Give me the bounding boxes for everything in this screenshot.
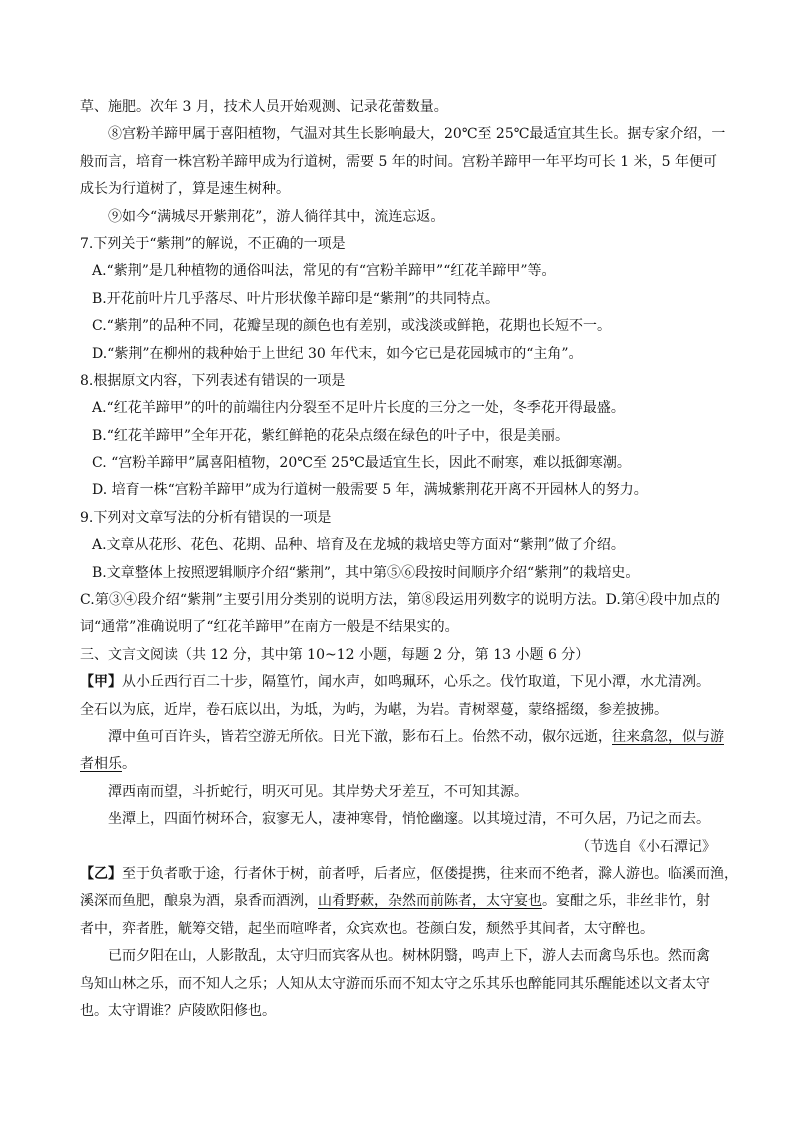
question-9-option-a: A.文章从花形、花色、花期、品种、培育及在龙城的栽培史等方面对“紫荆”做了介绍。 <box>92 537 625 554</box>
question-8-stem: 8.根据原文内容，下列表述有错误的一项是 <box>80 372 346 389</box>
passage-jia-text-1: 从小丘西行百二十步，隔篁竹，闻水声，如鸣珮环，心乐之。伐竹取道，下见小潭，水尤清冽。 <box>122 674 710 691</box>
passage-yi-p2-line-1: 已而夕阳在山，人影散乱，太守归而宾客从也。树林阴翳，鸣声上下，游人去而禽鸟乐也。然而禽 <box>108 948 710 965</box>
passage-jia-label: 【甲】 <box>80 674 122 691</box>
passage-yi-underlined: 山肴野蔌，杂然而前陈者，太守宴也 <box>318 893 542 910</box>
question-7-option-c: C.“紫荆”的品种不同，花瓣呈现的颜色也有差别，或浅淡或鲜艳，花期也长短不一。 <box>92 318 611 335</box>
paragraph-8-line-3: 成长为行道树了，算是速生树种。 <box>80 181 290 198</box>
paragraph-9: ⑨如今“满城尽开紫荆花”，游人徜徉其中，流连忘返。 <box>108 208 445 225</box>
passage-yi-line-2-plain: 溪深而鱼肥，酿泉为酒，泉香而酒洌， <box>80 893 318 910</box>
paragraph-8-line-1: ⑧宫粉羊蹄甲属于喜阳植物，气温对其生长影响最大，20℃至 25℃最适宜其生长。据专家介绍，一 <box>108 126 726 143</box>
exam-page <box>80 94 738 1025</box>
question-7-option-b: B.开花前叶片几乎落尽、叶片形状像羊蹄印是“紫荆”的共同特点。 <box>92 290 500 307</box>
question-9-options-c-d: C.第③④段介绍“紫荆”主要引用分类别的说明方法，第⑧段运用列数字的说明方法。D.第④段中加点的词“通常”准确说明了“红花羊蹄甲”在南方一般是不结果实的。 <box>80 592 720 636</box>
passage-jia-p2-line-2 <box>80 751 720 778</box>
passage-jia-p2-plain: 潭中鱼可百许头，皆若空游无所依。日光下澈，影布石上。佁然不动，俶尔远逝， <box>108 729 612 746</box>
paragraph-8-line-2: 般而言，培育一株宫粉羊蹄甲成为行道树，需要 5 年的时间。宫粉羊蹄甲一年平均可长 1 米，5 年便可 <box>80 153 717 170</box>
passage-yi-line-3: 者中，弈者胜，觥筹交错，起坐而喧哗者，众宾欢也。苍颜白发，颓然乎其间者，太守醉也。 <box>80 920 654 937</box>
intro-continued: 草、施肥。次年 3 月，技术人员开始观测、记录花蕾数量。 <box>80 99 448 115</box>
passage-yi-line-2-end: 。宴酣之乐，非丝非竹，射 <box>542 893 710 910</box>
passage-yi-text-1: 至于负者歌于途，行者休于树，前者呼，后者应，伛偻提携，往来而不绝者，滁人游也。临溪而渔， <box>122 865 738 882</box>
question-8-option-c: C. “宫粉羊蹄甲”属喜阳植物，20℃至 25℃最适宜生长，因此不耐寒，难以抵御寒潮。 <box>92 455 631 472</box>
passage-jia-p2-underlined-b: 者相乐 <box>80 756 122 773</box>
passage-yi-p2-line-2: 鸟知山林之乐，而不知人之乐；人知从太守游而乐而不知太守之乐其乐也醉能同其乐醒能述以文者太守 <box>80 975 710 992</box>
passage-jia-p2-line-1 <box>80 724 724 751</box>
passage-jia-line-1 <box>80 669 720 696</box>
question-8-option-b: B.“红花羊蹄甲”全年开花，紫红鲜艳的花朵点缀在绿色的叶子中，很是美丽。 <box>92 427 570 444</box>
passage-jia-p2-underlined-a: 往来翕忽，似与游 <box>612 729 724 746</box>
question-8-option-a: A.“红花羊蹄甲”的叶的前端往内分裂至不足叶片长度的三分之一处，冬季花开得最盛。 <box>92 400 625 417</box>
question-7-stem: 7.下列关于“紫荆”的解说，不正确的一项是 <box>80 235 346 252</box>
passage-yi-line-2 <box>80 888 720 915</box>
question-8-option-d: D. 培育一株“宫粉羊蹄甲”成为行道树一般需要 5 年，满城紫荆花开离不开园林人的努力。 <box>92 482 648 499</box>
passage-yi-line-1 <box>80 861 738 888</box>
passage-jia-p2-end: 。 <box>122 756 136 773</box>
passage-yi-label: 【乙】 <box>80 865 122 882</box>
passage-jia-line-2: 全石以为底，近岸，卷石底以出，为坻，为屿，为嵁，为岩。青树翠蔓，蒙络摇缀，参差披拂。 <box>80 701 668 718</box>
question-7-option-d: D.“紫荆”在柳州的栽种始于上世纪 30 年代末，如今它已是花园城市的“主角”。 <box>92 345 583 362</box>
question-9-option-b: B.文章整体上按照逻辑顺序介绍“紫荆”，其中第⑤⑥段按时间顺序介绍“紫荆”的栽培史。 <box>92 564 640 581</box>
passage-jia-source: （节选自《小石潭记》 <box>576 838 716 855</box>
section-3-heading: 三、文言文阅读（共 12 分，其中第 10~12 小题，每题 2 分，第 13 小题 6 分） <box>80 646 590 663</box>
passage-yi-p2-line-3: 也。太守谓谁？庐陵欧阳修也。 <box>80 1002 276 1019</box>
passage-jia-p4: 坐潭上，四面竹树环合，寂寥无人，凄神寒骨，悄怆幽邃。以其境过清，不可久居，乃记之而去。 <box>108 811 710 828</box>
passage-jia-p3: 潭西南而望，斗折蛇行，明灭可见。其岸势犬牙差互，不可知其源。 <box>108 783 528 800</box>
question-9-stem: 9.下列对文章写法的分析有错误的一项是 <box>80 509 332 526</box>
question-7-option-a: A.“紫荆”是几种植物的通俗叫法，常见的有“宫粉羊蹄甲”“红花羊蹄甲”等。 <box>92 263 556 280</box>
